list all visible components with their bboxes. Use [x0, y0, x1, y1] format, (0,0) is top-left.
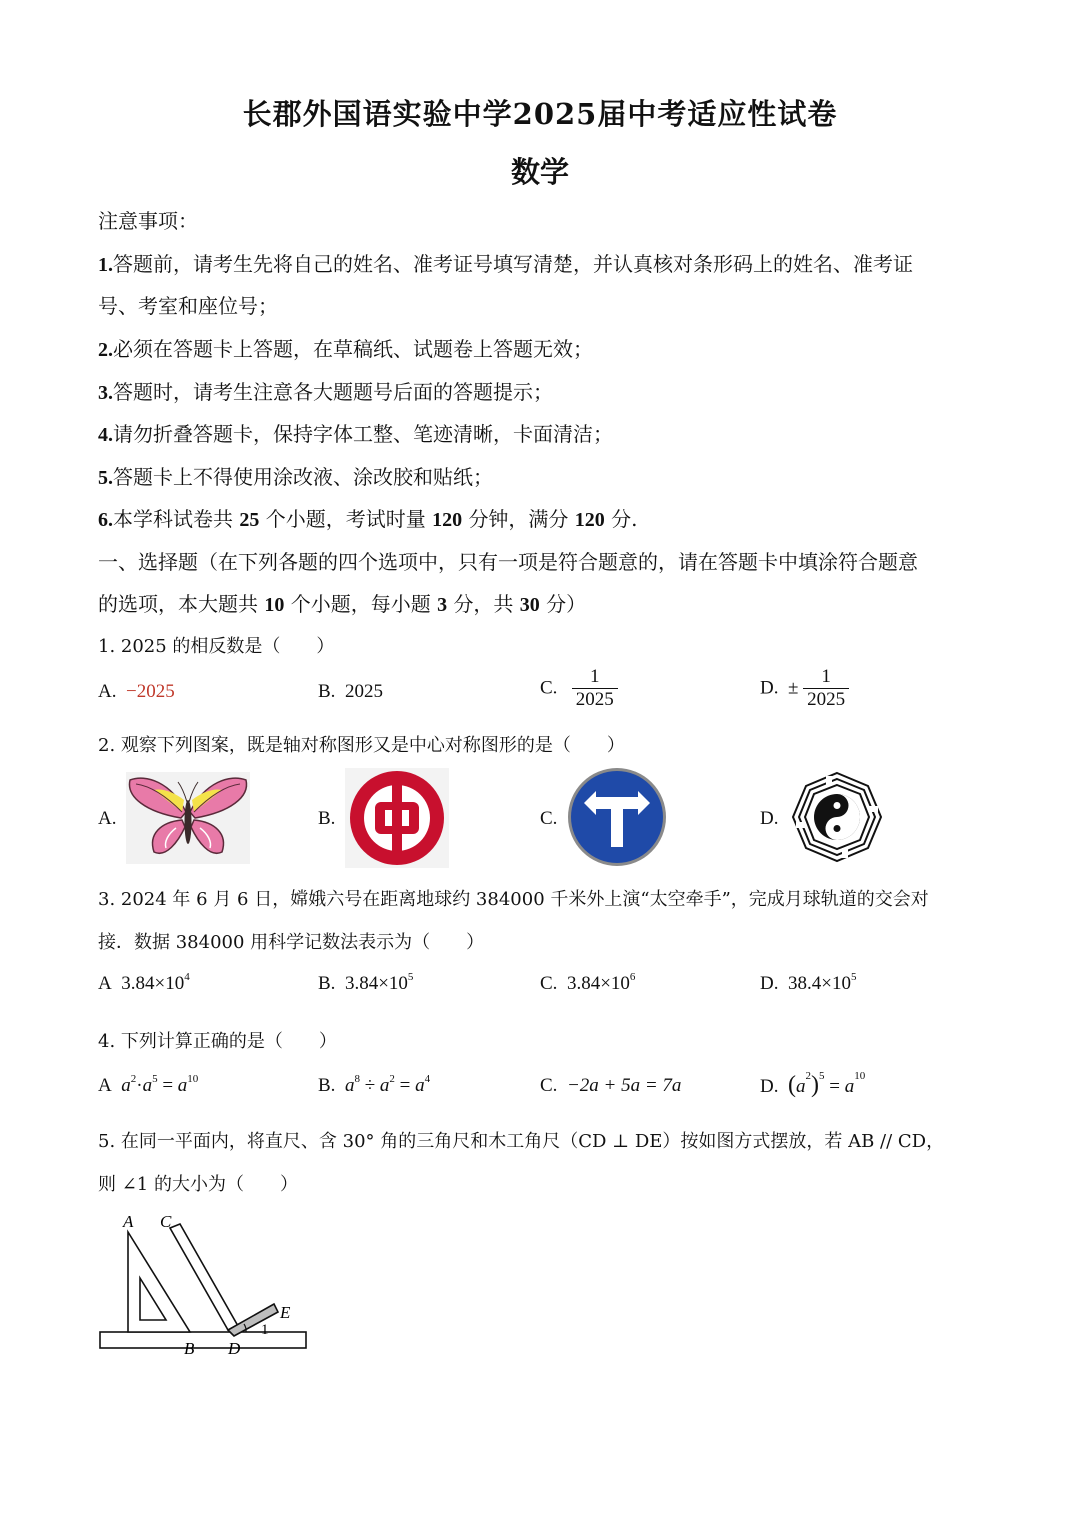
ruler-shape: [100, 1332, 306, 1348]
note-text: 答题卡上不得使用涂改液、涂改胶和贴纸；: [113, 465, 493, 489]
sec-bold: 30: [519, 594, 540, 616]
option-label: B.: [318, 973, 336, 994]
exponent: 4: [424, 1073, 431, 1085]
option-value: −2a + 5a = 7a: [566, 1075, 682, 1096]
q2-option-a-label: A.: [98, 808, 117, 829]
exponent: 2: [389, 1073, 395, 1085]
q5-stem-a: 5. 在同一平面内，将直尺、含 30° 角的三角尺和木工角尺（CD ⊥ DE）按如图方式摆放，若 AB // CD，: [98, 1131, 945, 1152]
notes-heading: 注意事项：: [98, 209, 198, 233]
q5-stem-b: 则 ∠1 的大小为（ ）: [98, 1174, 298, 1195]
carpenter-square-arm: [170, 1224, 238, 1330]
denominator: 2025: [803, 688, 849, 711]
denominator: 2025: [572, 688, 618, 711]
q5-geometry-figure: [96, 1208, 312, 1360]
q4-option-b: B. $a^8 \div a^2 = a^4$: [318, 1073, 431, 1096]
note-1b: 号、考室和座位号；: [98, 294, 278, 318]
q2-stem: 2. 观察下列图案，既是轴对称图形又是中心对称图形的是（ ）: [98, 735, 625, 756]
q4-option-c: [540, 1075, 681, 1097]
section1-line1: 一、选择题（在下列各题的四个选项中，只有一项是符合题意的，请在答题卡中填涂符合题意: [98, 550, 918, 574]
sec-text: 分，共: [453, 592, 514, 616]
note-num: 6.: [98, 509, 113, 531]
sec-text: 的选项，本大题共: [98, 592, 258, 616]
q1-stem: 1. 2025 的相反数是（ ）: [98, 636, 335, 657]
q3-option-b: [318, 973, 413, 995]
option-label: A: [98, 1075, 112, 1096]
note-text: 个小题，考试时量: [265, 507, 426, 531]
note-bold: 120: [432, 509, 463, 531]
q3-stem-b: 接．数据 384000 用科学记数法表示为（ ）: [98, 932, 485, 953]
q4-option-d: D. $(a^2)^5 = a^{10}$: [760, 1070, 866, 1098]
exponent: 10: [854, 1070, 866, 1082]
q1-option-c: [540, 666, 618, 711]
note-num: 4.: [98, 424, 113, 446]
option-label: A.: [98, 681, 117, 702]
q3-option-d: [760, 973, 856, 995]
exponent: 6: [629, 971, 636, 983]
exponent: 8: [354, 1073, 360, 1085]
note-bold: 120: [574, 509, 605, 531]
note-3: [98, 376, 553, 405]
note-num: 2.: [98, 339, 113, 361]
note-text: 分钟，满分: [468, 507, 569, 531]
numerator: 1: [589, 666, 600, 687]
exponent: 5: [407, 971, 414, 983]
exponent: 2: [130, 1073, 137, 1085]
section1-line2: [98, 588, 586, 617]
q2-option-d-label: D.: [760, 808, 779, 829]
q3-option-a: [98, 973, 190, 995]
fraction: [803, 666, 849, 711]
option-value: 3.84×10: [566, 973, 630, 994]
label-e: E: [280, 1303, 291, 1322]
option-label: C.: [540, 1075, 558, 1096]
note-num: 5.: [98, 467, 113, 489]
sec-text: 个小题，每小题: [290, 592, 431, 616]
label-b: B: [184, 1339, 195, 1358]
note-text: 本学科试卷共: [113, 507, 233, 531]
q3-stem-a: 3. 2024 年 6 月 6 日，嫦娥六号在距离地球约 384000 千米外上演“太空牵手”，完成月球轨道的交会对: [98, 889, 929, 910]
numerator: 1: [821, 666, 831, 687]
option-label: C.: [540, 973, 558, 994]
q2-option-b-label: B.: [318, 808, 336, 829]
q1-option-d: [760, 666, 849, 711]
note-5: [98, 461, 493, 490]
option-label: B.: [318, 1075, 336, 1096]
sec-text: 分）: [546, 592, 587, 616]
option-value: −2025: [125, 681, 175, 702]
q1-option-b: [318, 681, 383, 703]
sec-bold: 10: [264, 594, 285, 616]
option-label: B.: [318, 681, 336, 702]
option-label: C.: [540, 677, 558, 699]
bank-of-china-logo-icon: [345, 768, 449, 868]
option-label: D.: [760, 1076, 779, 1097]
option-value: 3.84×10: [344, 973, 408, 994]
q4-option-a: A $a^2\cdot a^5 = a^{10}$: [98, 1073, 199, 1096]
note-text: 分.: [611, 507, 638, 531]
subject-title: 数学: [510, 155, 569, 189]
direction-sign-icon: [566, 767, 668, 867]
q3-option-c: [540, 973, 635, 995]
note-4: [98, 418, 613, 447]
option-value: 3.84×10: [121, 973, 185, 994]
note-num: 3.: [98, 382, 113, 404]
plus-minus-sign: ±: [787, 677, 799, 699]
fraction: [572, 666, 618, 711]
note-text: 答题前，请考生先将自己的姓名、准考证号填写清楚，并认真核对条形码上的姓名、准考证: [113, 252, 913, 276]
label-angle-1: 1: [261, 1322, 269, 1338]
option-label: D.: [760, 677, 779, 699]
label-c: C: [160, 1212, 172, 1231]
exponent: 5: [152, 1073, 158, 1085]
q4-stem: 4. 下列计算正确的是（ ）: [98, 1031, 337, 1052]
q1-option-a: [98, 681, 175, 703]
note-bold: 25: [239, 509, 260, 531]
exponent: 4: [184, 971, 190, 983]
note-text: 请勿折叠答题卡，保持字体工整、笔迹清晰，卡面清洁；: [113, 422, 613, 446]
option-value: 38.4×10: [787, 973, 851, 994]
note-1a: [98, 248, 913, 277]
note-2: [98, 333, 593, 362]
exponent: 2: [805, 1070, 811, 1082]
option-value: 2025: [344, 681, 383, 702]
exponent: 10: [187, 1073, 199, 1085]
option-label: A: [98, 973, 112, 994]
exam-title: 长郡外国语实验中学2025届中考适应性试卷: [242, 97, 838, 131]
sec-bold: 3: [437, 594, 448, 616]
exponent: 5: [818, 1070, 825, 1082]
bagua-taiji-icon: [790, 770, 884, 864]
q2-option-c-label: C.: [540, 808, 558, 829]
note-text: 必须在答题卡上答题，在草稿纸、试题卷上答题无效；: [113, 337, 593, 361]
note-text: 答题时，请考生注意各大题题号后面的答题提示；: [113, 380, 553, 404]
butterfly-icon: [126, 772, 250, 864]
label-a: A: [123, 1212, 134, 1231]
exponent: 5: [850, 971, 857, 983]
option-label: D.: [760, 973, 779, 994]
note-6: [98, 503, 638, 532]
note-num: 1.: [98, 254, 113, 276]
label-d: D: [228, 1339, 241, 1358]
